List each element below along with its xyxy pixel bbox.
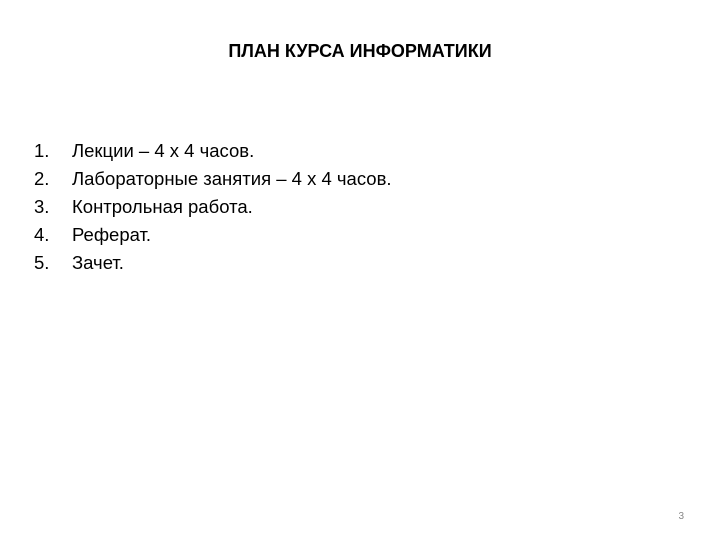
list-item-text: Контрольная работа. bbox=[72, 196, 253, 217]
list-item-number: 2. bbox=[34, 168, 50, 189]
list-item-number: 3. bbox=[34, 196, 50, 217]
course-plan-list bbox=[34, 137, 392, 277]
list-item-number: 5. bbox=[34, 252, 50, 273]
list-item bbox=[34, 249, 392, 277]
slide-title: ПЛАН КУРСА ИНФОРМАТИКИ bbox=[228, 41, 492, 61]
list-item bbox=[34, 221, 392, 249]
page-number: 3 bbox=[678, 511, 684, 522]
list-item bbox=[34, 193, 392, 221]
list-item-text: Реферат. bbox=[72, 224, 152, 245]
list-item bbox=[34, 137, 392, 165]
list-item-text: Зачет. bbox=[72, 252, 124, 273]
list-item-number: 1. bbox=[34, 140, 50, 161]
list-item-number: 4. bbox=[34, 224, 50, 245]
list-item bbox=[34, 165, 392, 193]
list-item-text: Лекции – 4 х 4 часов. bbox=[72, 140, 255, 161]
list-item-text: Лабораторные занятия – 4 х 4 часов. bbox=[72, 168, 392, 189]
